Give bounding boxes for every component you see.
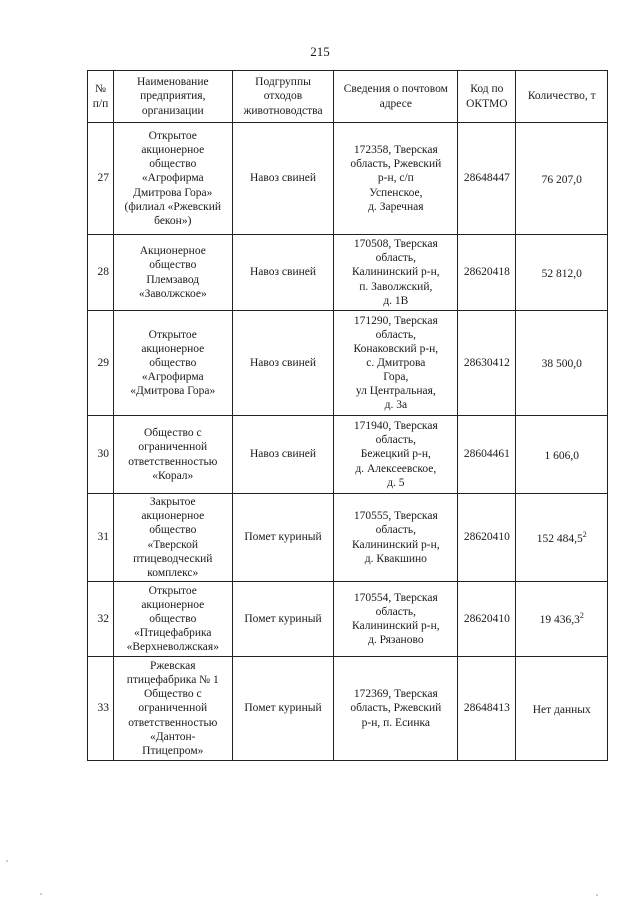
oktmo-code: 28604461: [458, 416, 516, 494]
header-organization: Наименование предприятия, организации: [114, 71, 233, 123]
quantity-value: 38 500,0: [541, 357, 582, 370]
row-number: 33: [88, 657, 114, 761]
oktmo-code: 28620410: [458, 494, 516, 582]
scan-speck: [6, 860, 8, 862]
header-oktmo-code: Код по ОКТМО: [458, 71, 516, 123]
header-number: № п/п: [88, 71, 114, 123]
scan-speck: [40, 893, 42, 895]
quantity-value: 52 812,0: [541, 267, 582, 280]
row-number: 30: [88, 416, 114, 494]
oktmo-code: 28620410: [458, 582, 516, 657]
table-row: [88, 582, 608, 657]
quantity: [516, 582, 608, 657]
quantity-value: 1 606,0: [544, 449, 579, 462]
postal-address: 170555, Тверская область, Калининский р-н, д. Квакшино: [334, 494, 458, 582]
quantity: [516, 311, 608, 416]
organization-name: Открытое акционерное общество «Птицефабрика «Верхневолжская»: [114, 582, 233, 657]
oktmo-code: 28648447: [458, 123, 516, 235]
quantity: [516, 657, 608, 761]
organization-name: Закрытое акционерное общество «Тверской птицеводческий комплекс»: [114, 494, 233, 582]
table-row: [88, 494, 608, 582]
waste-registry-table: [87, 70, 608, 761]
table-row: [88, 416, 608, 494]
page-number: 215: [310, 44, 330, 59]
header-address: Сведения о почтовом адресе: [334, 71, 458, 123]
organization-name: Акционерное общество Племзавод «Заволжское»: [114, 235, 233, 311]
postal-address: 170554, Тверская область, Калининский р-н, д. Рязаново: [334, 582, 458, 657]
postal-address: 172358, Тверская область, Ржевский р-н, с/п Успенское, д. Заречная: [334, 123, 458, 235]
waste-subgroup: Навоз свиней: [232, 123, 334, 235]
waste-subgroup: Навоз свиней: [232, 416, 334, 494]
quantity-value: 76 207,0: [541, 173, 582, 186]
table-row: [88, 235, 608, 311]
organization-name: Открытое акционерное общество «Агрофирма Дмитрова Гора» (филиал «Ржевский бекон»): [114, 123, 233, 235]
organization-name: Открытое акционерное общество «Агрофирма «Дмитрова Гора»: [114, 311, 233, 416]
waste-subgroup: Помет куриный: [232, 494, 334, 582]
row-number: 31: [88, 494, 114, 582]
header-quantity: Количество, т: [516, 71, 608, 123]
header-row: [88, 71, 608, 123]
row-number: 27: [88, 123, 114, 235]
table-body: [88, 123, 608, 761]
table-row: [88, 657, 608, 761]
waste-subgroup: Помет куриный: [232, 582, 334, 657]
oktmo-code: 28630412: [458, 311, 516, 416]
quantity-value: Нет данных: [532, 703, 591, 716]
quantity: [516, 123, 608, 235]
scan-speck: [596, 894, 598, 896]
waste-subgroup: Навоз свиней: [232, 235, 334, 311]
postal-address: 170508, Тверская область, Калининский р-н, п. Заволжский, д. 1В: [334, 235, 458, 311]
quantity-footnote-mark: 2: [579, 611, 584, 621]
table-row: [88, 123, 608, 235]
table-header: [88, 71, 608, 123]
waste-subgroup: Навоз свиней: [232, 311, 334, 416]
oktmo-code: 28620418: [458, 235, 516, 311]
postal-address: 171290, Тверская область, Конаковский р-н, с. Дмитрова Гора, ул Центральная, д. 3а: [334, 311, 458, 416]
organization-name: Общество с ограниченной ответственностью «Корал»: [114, 416, 233, 494]
postal-address: 172369, Тверская область, Ржевский р-н, п. Есинка: [334, 657, 458, 761]
table-row: [88, 311, 608, 416]
waste-subgroup: Помет куриный: [232, 657, 334, 761]
organization-name: Ржевская птицефабрика № 1 Общество с ограниченной ответственностью «Дантон- Птицепром»: [114, 657, 233, 761]
postal-address: 171940, Тверская область, Бежецкий р-н, д. Алексеевское, д. 5: [334, 416, 458, 494]
row-number: 28: [88, 235, 114, 311]
quantity-footnote-mark: 2: [582, 529, 587, 539]
quantity-value: 19 436,3: [539, 613, 580, 626]
row-number: 29: [88, 311, 114, 416]
quantity: [516, 494, 608, 582]
quantity: [516, 416, 608, 494]
quantity: [516, 235, 608, 311]
oktmo-code: 28648413: [458, 657, 516, 761]
header-subgroup: Подгруппы отходов животноводства: [232, 71, 334, 123]
quantity-value: 152 484,5: [536, 532, 583, 545]
row-number: 32: [88, 582, 114, 657]
